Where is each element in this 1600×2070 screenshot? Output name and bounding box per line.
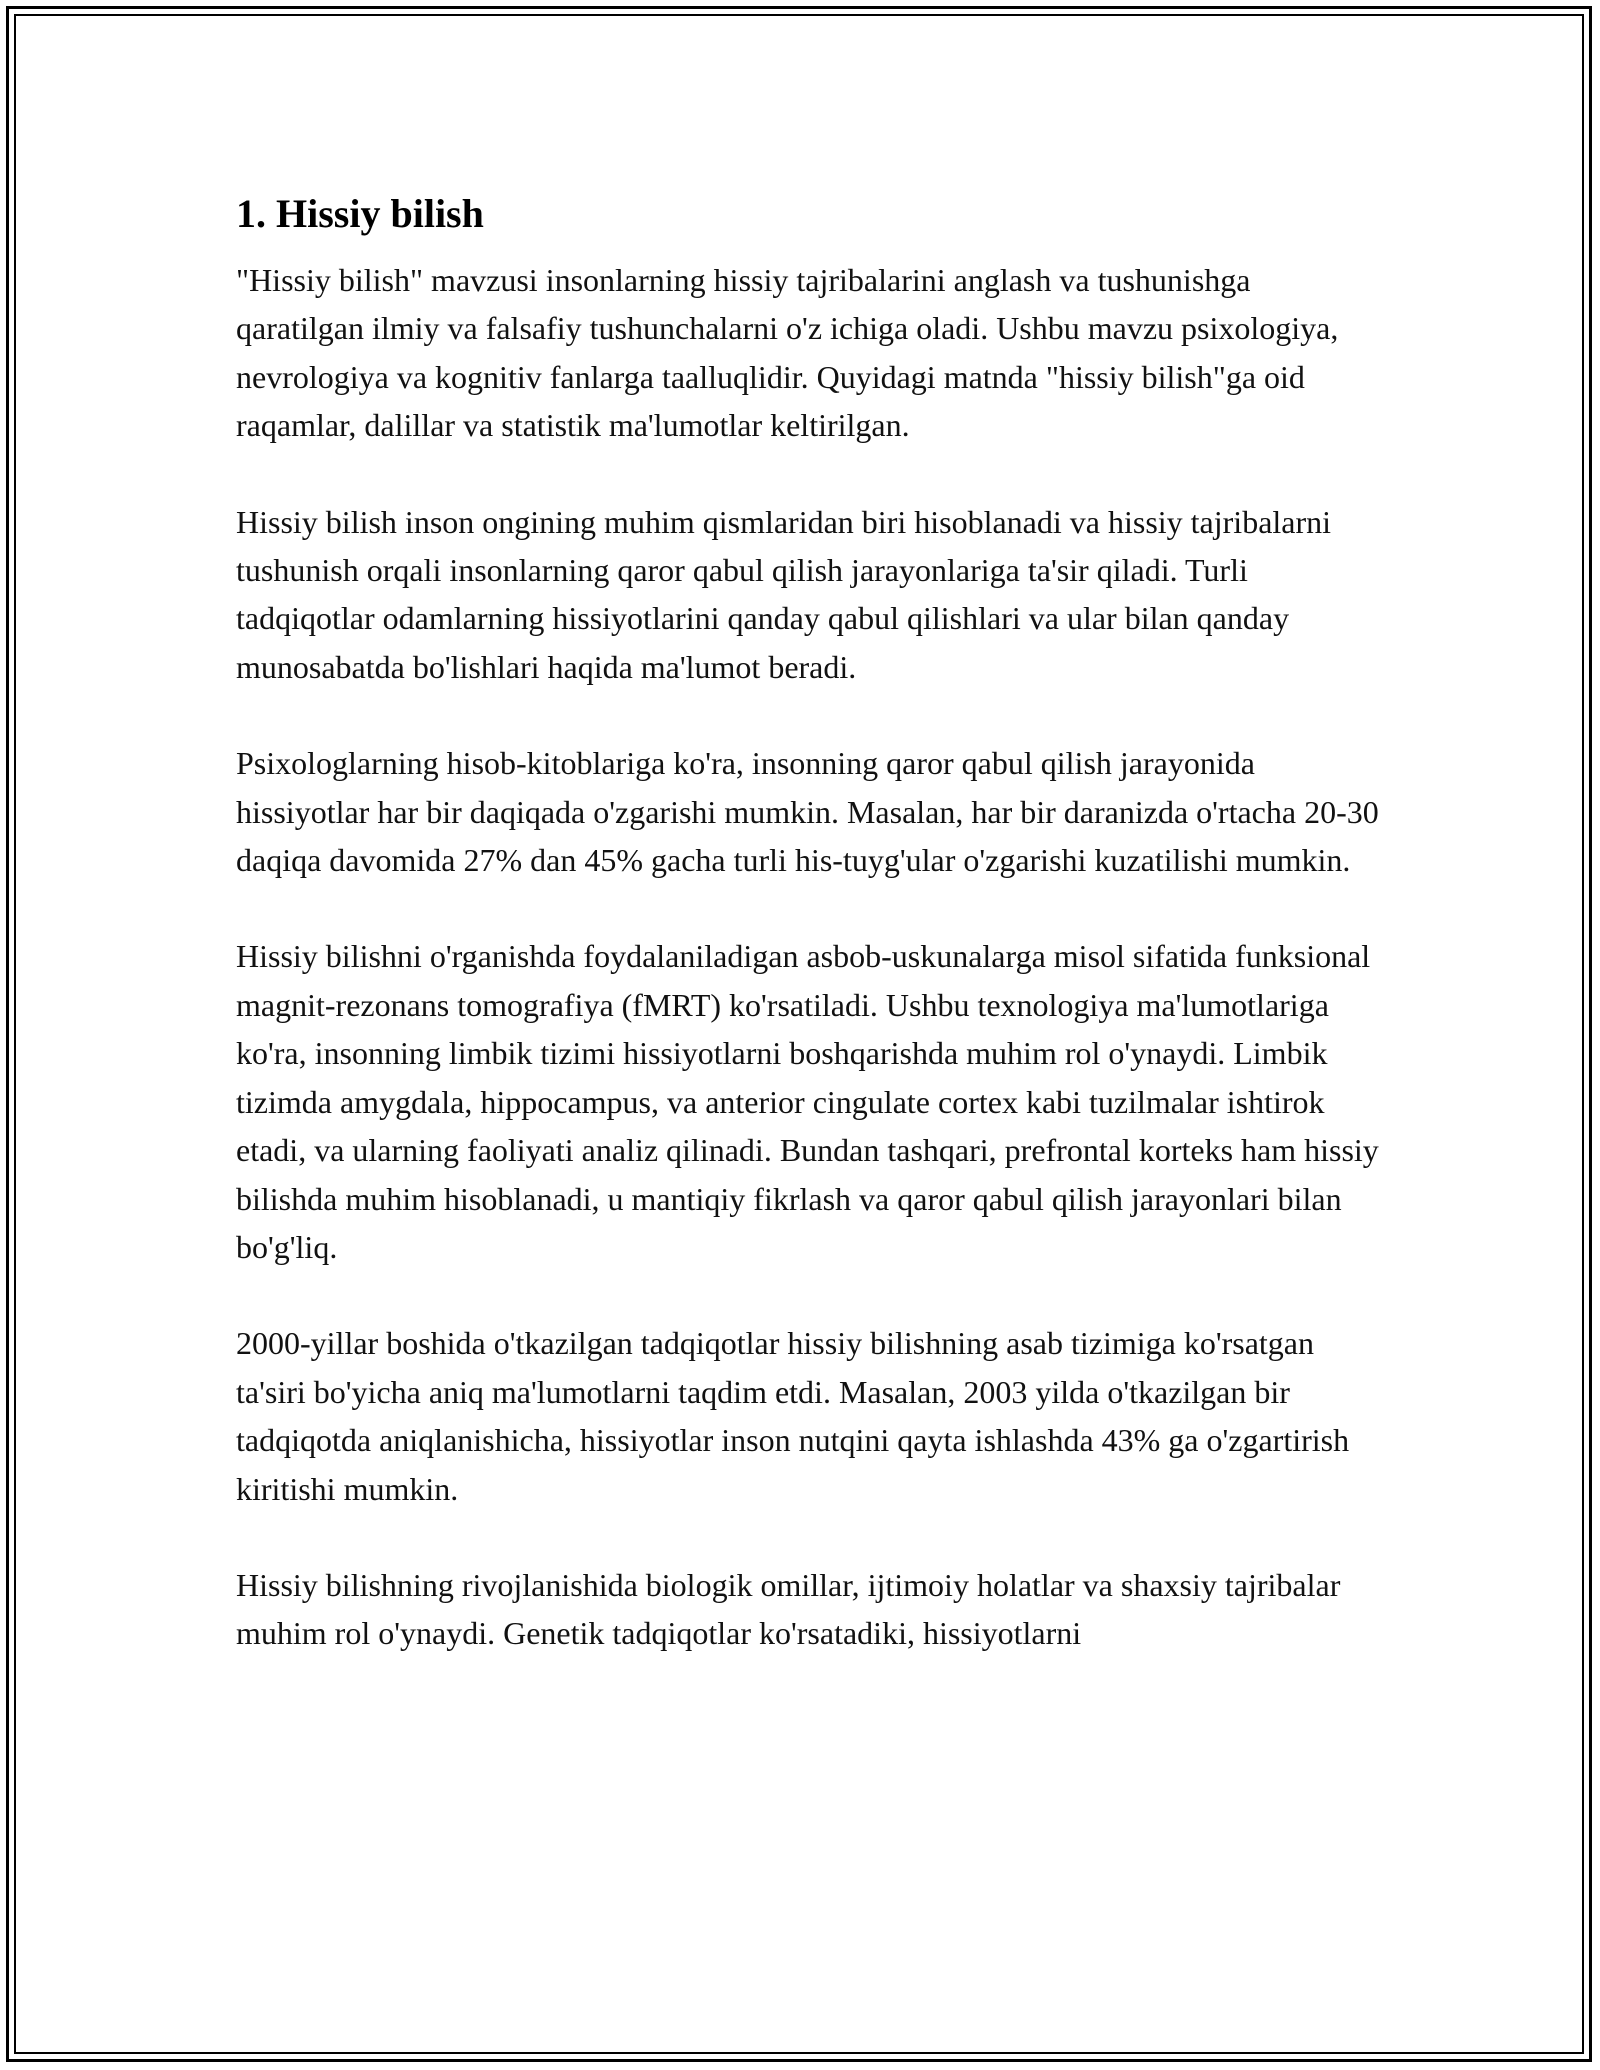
paragraph-4: Hissiy bilishni o'rganishda foydalaniladigan asbob-uskunalarga misol sifatida funksional magnit-rezonans tomografiya (fMRT) ko'rsatiladi. Ushbu texnologiya ma'lumotlariga ko'ra, insonning limbik tizimi hissiyotlarni boshqarishda muhim rol o'ynaydi. Limbik tizimda amygdala, hippocampus, va anterior cingulate cortex kabi tuzilmalar ishtirok etadi, va ularning faoliyati analiz qilinadi. Bundan tashqari, prefrontal korteks ham hissiy bilishda muhim hisoblanadi, u mantiqiy fikrlash va qaror qabul qilish jarayonlari bilan bo'g'liq. <box>236 938 1379 1265</box>
document-body <box>236 184 1386 1706</box>
paragraph-2: Hissiy bilish inson ongining muhim qismlaridan biri hisoblanadi va hissiy tajribalarni tushunish orqali insonlarning qaror qabul qilish jarayonlariga ta'sir qiladi. Turli tadqiqotlar odamlarning hissiyotlarini qanday qabul qilishlari va ular bilan qanday munosabatda bo'lishlari haqida ma'lumot beradi. <box>236 503 1332 685</box>
section-heading: 1. Hissiy bilish <box>236 191 484 236</box>
paragraph-5: 2000-yillar boshida o'tkazilgan tadqiqotlar hissiy bilishning asab tizimiga ko'rsatgan ta'siri bo'yicha aniq ma'lumotlarni taqdim etdi. Masalan, 2003 yilda o'tkazilgan bir tadqiqotda aniqlanishicha, hissiyotlar inson nutqini qayta ishlashda 43% ga o'zgartirish kiritishi mumkin. <box>236 1325 1350 1507</box>
paragraph-6: Hissiy bilishning rivojlanishida biologik omillar, ijtimoiy holatlar va shaxsiy tajribalar muhim rol o'ynaydi. Genetik tadqiqotlar ko'rsatadiki, hissiyotlarni <box>236 1566 1341 1652</box>
paragraph-1: "Hissiy bilish" mavzusi insonlarning hissiy tajribalarini anglash va tushunishga qaratilgan ilmiy va falsafiy tushunchalarni o'z ichiga oladi. Ushbu mavzu psixologiya, nevrologiya va kognitiv fanlarga taalluqlidir. Quyidagi matnda "hissiy bilish"ga oid raqamlar, dalillar va statistik ma'lumotlar keltirilgan. <box>236 262 1339 444</box>
paragraph-3: Psixologlarning hisob-kitoblariga ko'ra, insonning qaror qabul qilish jarayonida hissiyotlar har bir daqiqada o'zgarishi mumkin. Masalan, har bir daranizda o'rtacha 20-30 daqiqa davomida 27% dan 45% gacha turli his-tuyg'ular o'zgarishi kuzatilishi mumkin. <box>236 745 1379 879</box>
